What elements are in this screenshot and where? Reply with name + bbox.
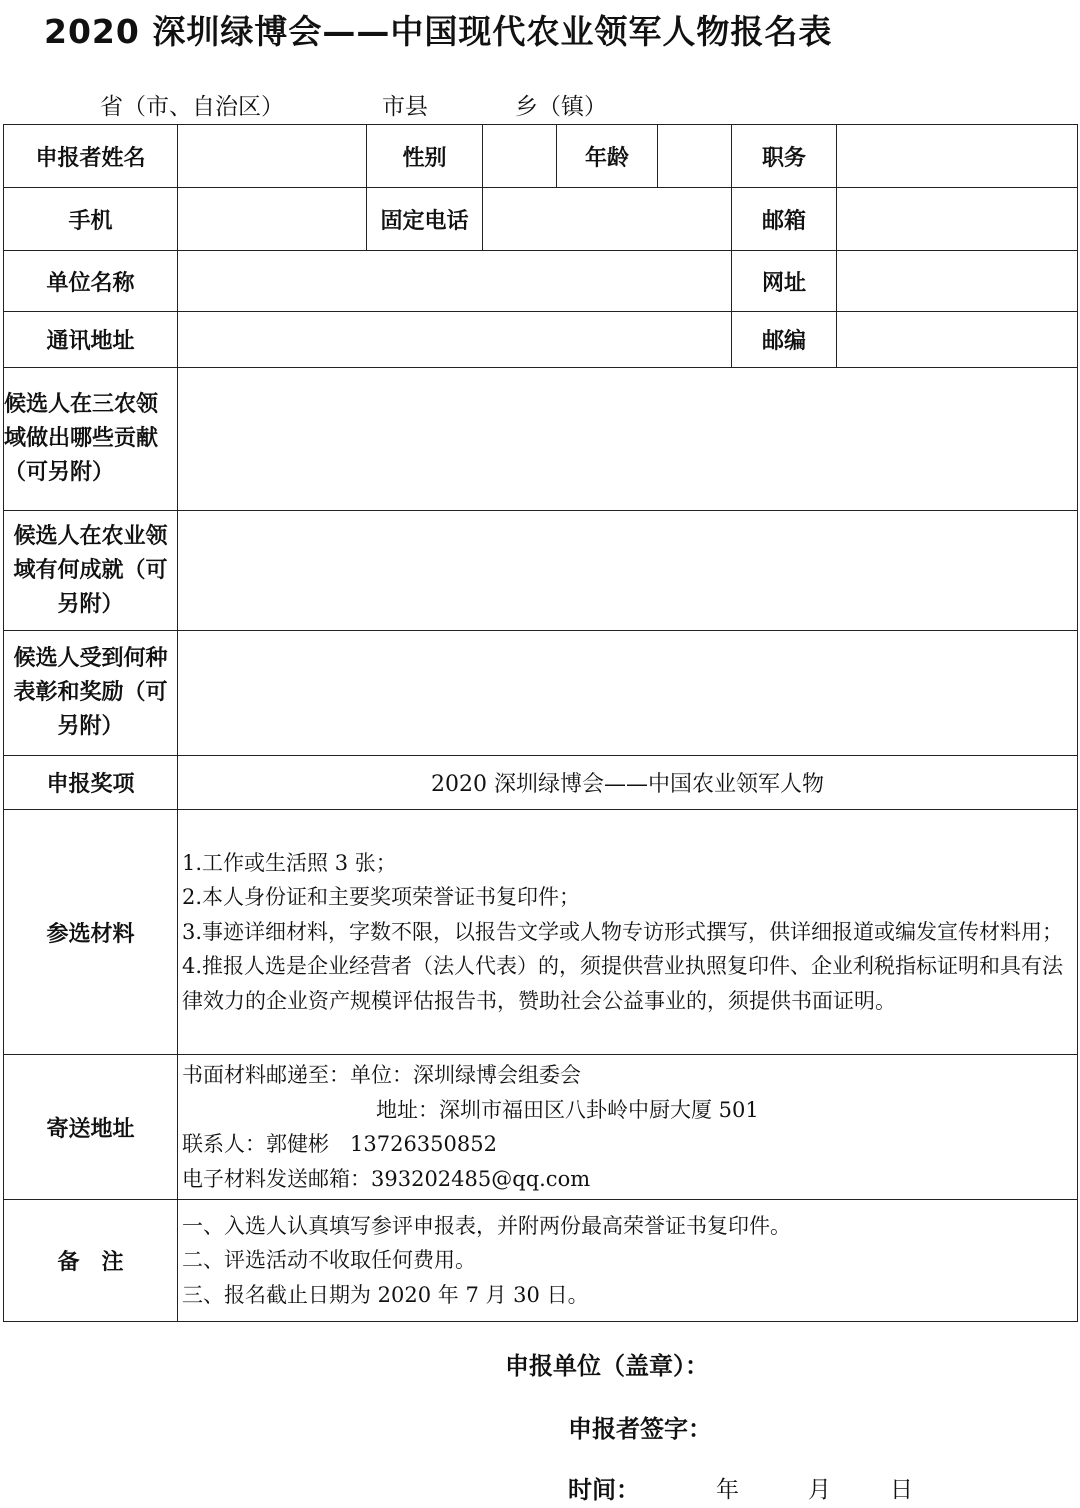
table-row <box>4 251 1078 312</box>
postcode-field[interactable] <box>837 312 1078 368</box>
address-field[interactable] <box>178 312 732 368</box>
gender-label: 性别 <box>367 125 483 188</box>
table-row <box>4 125 1078 188</box>
table-row <box>4 756 1078 810</box>
achievement-field[interactable] <box>178 511 1078 631</box>
website-field[interactable] <box>837 251 1078 312</box>
table-row <box>4 188 1078 251</box>
honors-label: 候选人受到何种表彰和奖励（可另附） <box>4 631 178 756</box>
mail-label: 寄送地址 <box>4 1055 178 1200</box>
name-field[interactable] <box>178 125 367 188</box>
mail-cell <box>178 1055 1078 1200</box>
email-field[interactable] <box>837 188 1078 251</box>
registration-table <box>3 124 1078 1322</box>
mail-address-line: 地址：深圳市福田区八卦岭中厨大厦 501 <box>376 1097 759 1122</box>
remarks-cell <box>178 1200 1078 1322</box>
award-label: 申报奖项 <box>4 756 178 810</box>
table-row <box>4 1200 1078 1322</box>
website-label: 网址 <box>732 251 837 312</box>
signature-month-label: 月 <box>808 1477 831 1503</box>
address-label: 通讯地址 <box>4 312 178 368</box>
signature-signer-label: 申报者签字： <box>568 1415 712 1443</box>
age-field[interactable] <box>658 125 732 188</box>
signature-year-label: 年 <box>716 1477 739 1503</box>
materials-label: 参选材料 <box>4 810 178 1055</box>
email-label: 邮箱 <box>732 188 837 251</box>
table-row <box>4 1055 1078 1200</box>
position-label: 职务 <box>732 125 837 188</box>
materials-item: 2.本人身份证和主要奖项荣誉证书复印件； <box>182 885 581 910</box>
table-row <box>4 631 1078 756</box>
form-title: 2020 深圳绿博会——中国现代农业领军人物报名表 <box>44 12 833 51</box>
gender-field[interactable] <box>483 125 557 188</box>
region-town-label: 乡（镇） <box>515 94 607 120</box>
honors-field[interactable] <box>178 631 1078 756</box>
contribution-label: 候选人在三农领域做出哪些贡献（可另附） <box>4 368 178 511</box>
award-value: 2020 深圳绿博会——中国农业领军人物 <box>178 756 1078 810</box>
materials-item: 4.推报人选是企业经营者（法人代表）的，须提供营业执照复印件、企业利税指标证明和具有法律效力的企业资产规模评估报告书，赞助社会公益事业的，须提供书面证明。 <box>182 954 1064 1013</box>
remarks-item: 三、报名截止日期为 2020 年 7 月 30 日。 <box>182 1282 589 1307</box>
table-row <box>4 810 1078 1055</box>
age-label: 年龄 <box>557 125 658 188</box>
remarks-item: 二、评选活动不收取任何费用。 <box>182 1248 476 1273</box>
signature-day-label: 日 <box>890 1477 913 1503</box>
region-province-label: 省（市、自治区） <box>100 94 284 120</box>
mobile-label: 手机 <box>4 188 178 251</box>
postcode-label: 邮编 <box>732 312 837 368</box>
region-city-label: 市县 <box>382 94 428 120</box>
org-field[interactable] <box>178 251 732 312</box>
org-label: 单位名称 <box>4 251 178 312</box>
contribution-field[interactable] <box>178 368 1078 511</box>
materials-item: 1.工作或生活照 3 张； <box>182 850 397 875</box>
position-field[interactable] <box>837 125 1078 188</box>
landline-field[interactable] <box>483 188 732 251</box>
signature-unit-label: 申报单位（盖章）： <box>505 1352 709 1380</box>
materials-item: 3.事迹详细材料，字数不限，以报告文学或人物专访形式撰写，供详细报道或编发宣传材料用； <box>182 919 1064 944</box>
landline-label: 固定电话 <box>367 188 483 251</box>
achievement-label: 候选人在农业领域有何成就（可另附） <box>4 511 178 631</box>
mail-email-line: 电子材料发送邮箱：393202485@qq.com <box>182 1166 591 1191</box>
table-row <box>4 312 1078 368</box>
mail-unit-line: 书面材料邮递至：单位：深圳绿博会组委会 <box>182 1063 581 1087</box>
table-row <box>4 511 1078 631</box>
table-row <box>4 368 1078 511</box>
mail-contact-line: 联系人：郭健彬 13726350852 <box>182 1132 497 1156</box>
remarks-item: 一、入选人认真填写参评申报表，并附两份最高荣誉证书复印件。 <box>182 1213 791 1238</box>
mobile-field[interactable] <box>178 188 367 251</box>
signature-time-label: 时间： <box>568 1476 640 1504</box>
materials-cell <box>178 810 1078 1055</box>
remarks-label: 备 注 <box>4 1200 178 1322</box>
name-label: 申报者姓名 <box>4 125 178 188</box>
